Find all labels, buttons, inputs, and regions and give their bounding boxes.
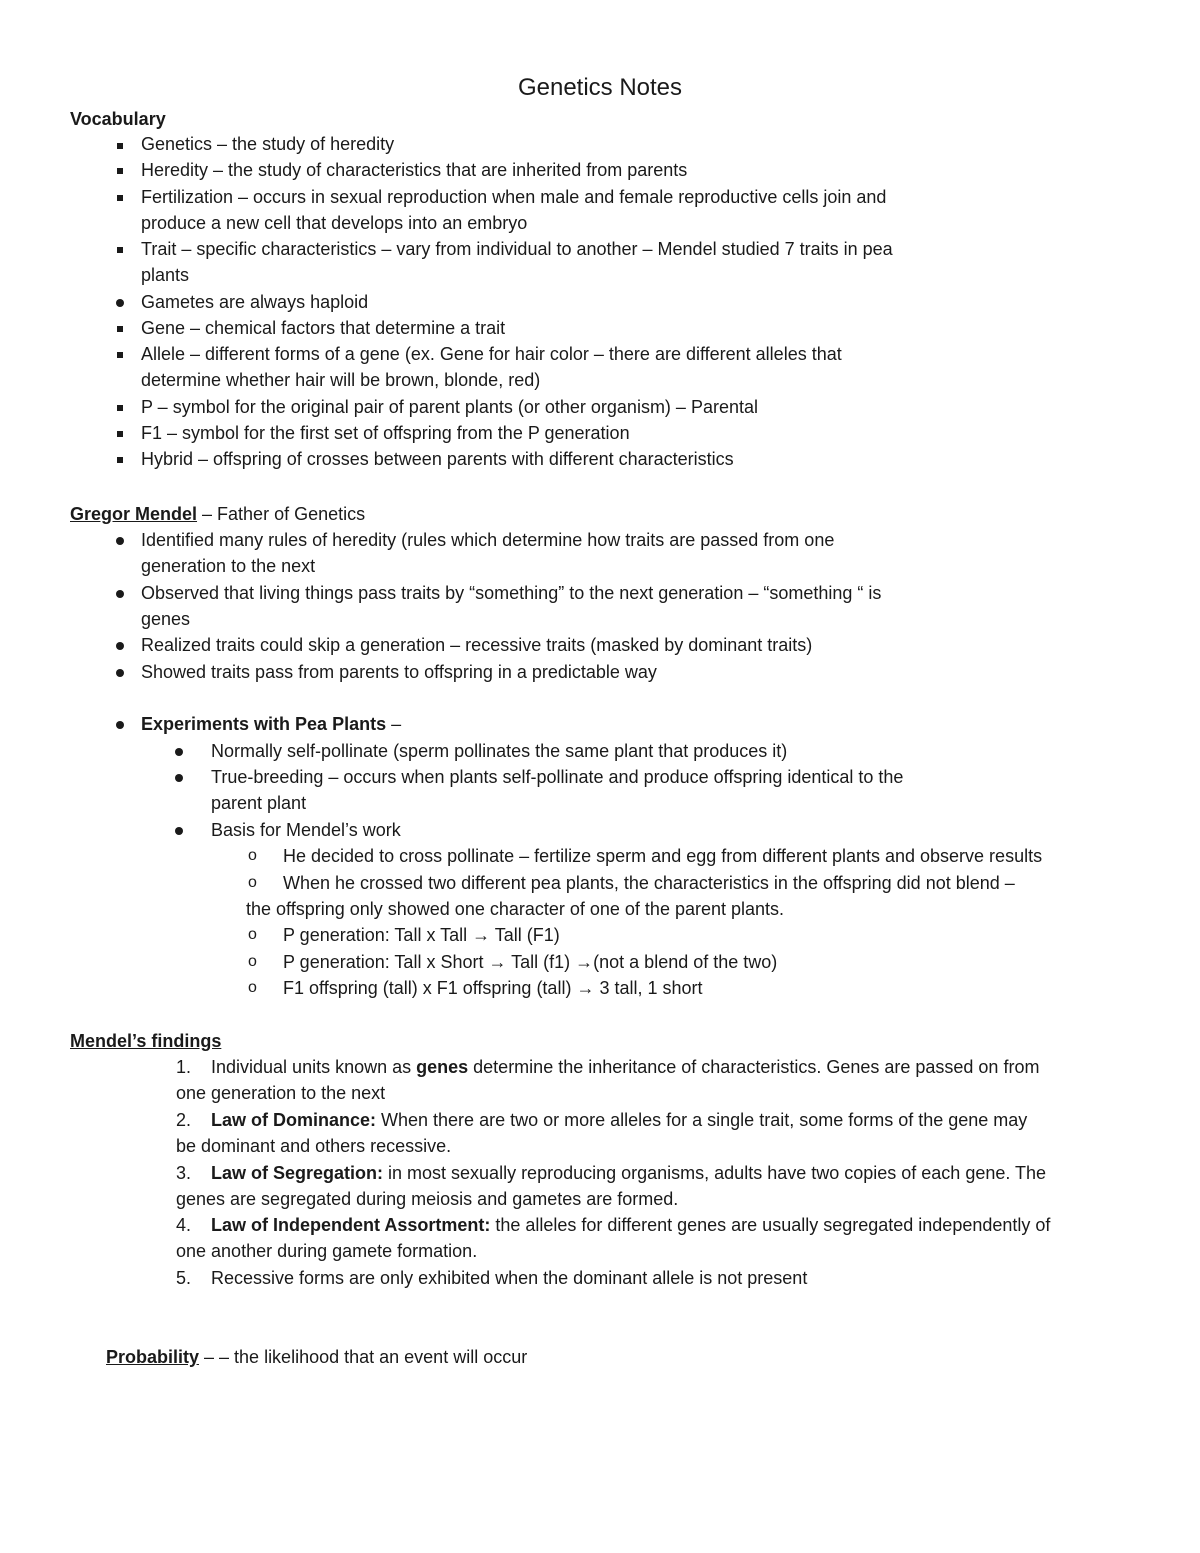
mendel-heading-rest: – Father of Genetics — [197, 504, 366, 524]
probability-definition: – – the likelihood that an event will occur — [199, 1347, 528, 1367]
finding-item — [211, 1212, 1050, 1238]
mendel-item-continued: genes — [141, 609, 191, 629]
finding-number: 5. — [176, 1268, 192, 1288]
findings-heading: Mendel’s findings — [70, 1031, 222, 1051]
round-bullet-icon — [116, 669, 124, 677]
finding-bold: Law of Segregation: — [211, 1163, 384, 1183]
round-bullet-icon — [116, 642, 124, 650]
vocab-item-continued: produce a new cell that develops into an embryo — [141, 213, 528, 233]
work-detail-item: When he crossed two different pea plants, the characteristics in the offspring did not blend – — [283, 873, 1015, 893]
finding-item-continued: be dominant and others recessive. — [176, 1136, 452, 1156]
vocab-item-continued: plants — [141, 265, 190, 285]
vocab-item: Fertilization – occurs in sexual reproduction when male and female reproductive cells join and — [141, 187, 887, 207]
finding-item — [211, 1054, 1039, 1080]
vocab-item: Heredity – the study of characteristics that are inherited from parents — [141, 160, 688, 180]
probability-heading: Probability — [106, 1347, 200, 1367]
round-bullet-icon — [175, 774, 183, 782]
vocab-item: F1 – symbol for the first set of offspring from the P generation — [141, 423, 630, 443]
square-bullet-icon — [117, 352, 123, 358]
work-detail-item: He decided to cross pollinate – fertilize sperm and egg from different plants and observe results — [283, 846, 1043, 866]
round-bullet-icon — [116, 590, 124, 598]
vocab-item: P – symbol for the original pair of parent plants (or other organism) – Parental — [141, 397, 758, 417]
finding-text: Individual units known as — [211, 1057, 417, 1077]
finding-number: 3. — [176, 1163, 192, 1183]
work-detail-item: P generation: Tall x Tall → Tall (F1) — [283, 925, 560, 945]
work-detail-item: P generation: Tall x Short → Tall (f1) →(not a blend of the two) — [283, 952, 778, 972]
experiment-sub-item-continued: parent plant — [211, 793, 307, 813]
mendel-heading: Gregor Mendel — [70, 504, 198, 524]
vocab-item: Genetics – the study of heredity — [141, 134, 395, 154]
finding-bold: Law of Dominance: — [211, 1110, 377, 1130]
hollow-bullet-icon: o — [248, 874, 257, 891]
round-bullet-icon — [116, 537, 124, 545]
work-detail-item: F1 offspring (tall) x F1 offspring (tall) → 3 tall, 1 short — [283, 978, 703, 998]
round-bullet-icon — [116, 299, 124, 307]
finding-number: 4. — [176, 1215, 192, 1235]
finding-bold: Law of Independent Assortment: — [211, 1215, 491, 1235]
square-bullet-icon — [117, 247, 123, 253]
square-bullet-icon — [117, 431, 123, 437]
round-bullet-icon — [116, 721, 124, 729]
vocab-item: Allele – different forms of a gene (ex. Gene for hair color – there are different alleles that — [141, 344, 842, 364]
finding-text: determine the inheritance of characteristics. Genes are passed on from — [468, 1057, 1040, 1077]
finding-text: in most sexually reproducing organisms, adults have two copies of each gene. The — [383, 1163, 1047, 1183]
mendel-heading-line — [70, 501, 365, 527]
finding-item — [211, 1160, 1046, 1186]
work-detail-item-continued: the offspring only showed one character of one of the parent plants. — [246, 899, 785, 919]
experiment-sub-item: Basis for Mendel’s work — [211, 820, 401, 840]
square-bullet-icon — [117, 326, 123, 332]
finding-item-continued: one generation to the next — [176, 1083, 386, 1103]
finding-text: When there are two or more alleles for a single trait, some forms of the gene may — [376, 1110, 1028, 1130]
round-bullet-icon — [175, 827, 183, 835]
square-bullet-icon — [117, 168, 123, 174]
square-bullet-icon — [117, 457, 123, 463]
finding-number: 2. — [176, 1110, 192, 1130]
round-bullet-icon — [175, 748, 183, 756]
square-bullet-icon — [117, 143, 123, 149]
finding-item-continued: genes are segregated during meiosis and gametes are formed. — [176, 1189, 679, 1209]
hollow-bullet-icon: o — [248, 926, 257, 943]
vocab-item: Hybrid – offspring of crosses between parents with different characteristics — [141, 449, 734, 469]
experiment-sub-item: Normally self-pollinate (sperm pollinates the same plant that produces it) — [211, 741, 788, 761]
finding-text: the alleles for different genes are usually segregated independently of — [490, 1215, 1051, 1235]
finding-item: Recessive forms are only exhibited when the dominant allele is not present — [211, 1268, 808, 1288]
square-bullet-icon — [117, 195, 123, 201]
finding-number: 1. — [176, 1057, 192, 1077]
vocab-item: Trait – specific characteristics – vary from individual to another – Mendel studied 7 traits in pea — [141, 239, 893, 259]
hollow-bullet-icon: o — [248, 953, 257, 970]
hollow-bullet-icon: o — [248, 847, 257, 864]
finding-item — [211, 1107, 1027, 1133]
finding-item-continued: one another during gamete formation. — [176, 1241, 478, 1261]
vocab-item-continued: determine whether hair will be brown, blonde, red) — [141, 370, 541, 390]
square-bullet-icon — [117, 405, 123, 411]
experiments-label: Experiments with Pea Plants — [141, 714, 387, 734]
experiments-rest: – — [386, 714, 402, 734]
experiments-line — [141, 711, 401, 737]
hollow-bullet-icon: o — [248, 979, 257, 996]
probability-line — [106, 1344, 527, 1370]
experiment-sub-item: True-breeding – occurs when plants self-pollinate and produce offspring identical to the — [211, 767, 904, 787]
vocabulary-heading: Vocabulary — [70, 109, 166, 129]
mendel-item: Identified many rules of heredity (rules which determine how traits are passed from one — [141, 530, 835, 550]
page-title: Genetics Notes — [517, 74, 683, 101]
mendel-item: Showed traits pass from parents to offspring in a predictable way — [141, 662, 657, 682]
vocab-item: Gene – chemical factors that determine a trait — [141, 318, 506, 338]
mendel-item: Observed that living things pass traits by “something” to the next generation – “something “ is — [141, 583, 882, 603]
finding-bold: genes — [416, 1057, 469, 1077]
mendel-item-continued: generation to the next — [141, 556, 316, 576]
vocab-item: Gametes are always haploid — [141, 292, 369, 312]
mendel-item: Realized traits could skip a generation – recessive traits (masked by dominant traits) — [141, 635, 813, 655]
